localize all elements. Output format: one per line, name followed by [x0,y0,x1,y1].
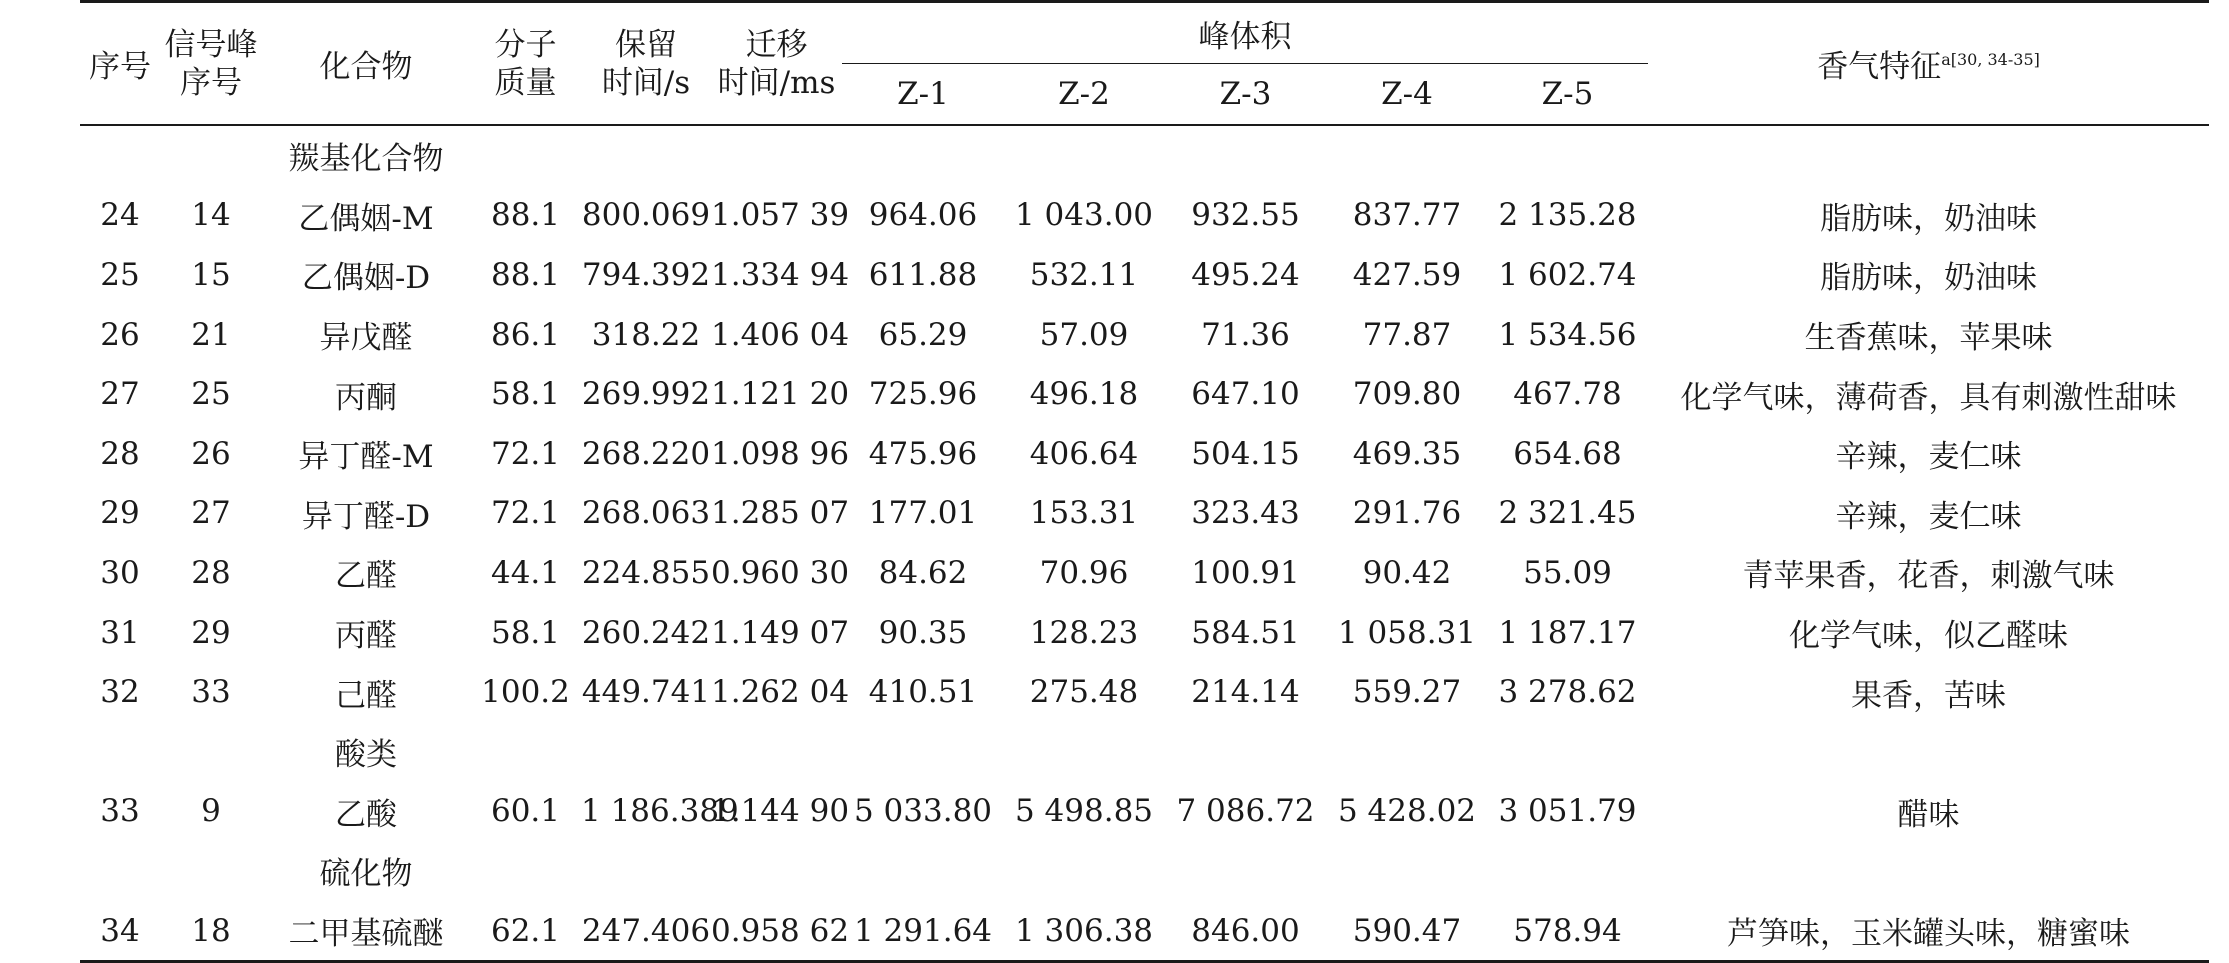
cell-z3: 932.55 [1191,197,1300,234]
empty-cell [1327,125,1487,186]
cell-z3: 323.43 [1191,495,1300,532]
header-aroma-reference: a[30, 34-35] [1941,50,2040,69]
cell-compound: 乙醛 [335,558,397,595]
cell-migration-time: 1.406 04 [711,316,850,353]
header-retention [581,2,711,126]
empty-cell [1648,125,2209,186]
cell-z5: 55.09 [1523,554,1612,591]
cell-signal-peak: 18 [160,901,262,962]
header-signal-peak-line1: 信号峰 [164,26,258,63]
empty-cell [711,125,842,186]
category-label: 酸类 [335,737,397,774]
table-row [80,662,2209,722]
table-row [80,305,2209,365]
cell-aroma: 化学气味，薄荷香，具有刺激性甜味 [1680,379,2177,416]
cell-z1: 90.35 [878,614,968,651]
cell-signal-peak: 28 [191,554,231,591]
cell-mol-mass: 60.1 [490,793,561,830]
header-retention-line1: 保留 [614,26,677,63]
cell-seq: 25 [100,256,140,293]
cell-seq: 34 [80,901,160,962]
header-aroma [1648,2,2209,126]
cell-z3: 7 086.72 [1176,793,1315,830]
empty-cell [160,722,262,782]
empty-cell [470,841,581,901]
cell-mol-mass: 86.1 [490,316,561,353]
cell-z5: 467.78 [1513,376,1622,413]
cell-z1: 725.96 [868,376,978,413]
cell-z4: 291.76 [1352,495,1462,532]
cell-z5: 654.68 [1513,435,1622,472]
cell-z1: 964.06 [868,197,978,234]
cell-aroma: 生香蕉味，苹果味 [1804,320,2053,357]
empty-cell [842,125,1004,186]
cell-compound: 乙偶姻-D [301,260,431,297]
category-row [80,125,2209,186]
cell-retention-time: 268.063 [581,495,711,532]
cell-compound: 丙醛 [335,618,397,655]
table-body [80,125,2209,962]
header-migration-line1: 迁移 [745,26,808,63]
cell-z4: 469.35 [1352,435,1462,472]
cell-compound: 乙酸 [335,796,397,833]
cell-compound: 异丁醛-D [301,498,431,535]
header-signal-peak-line2: 序号 [180,64,242,101]
cell-z4: 77.87 [1362,316,1452,353]
cell-z1: 410.51 [868,674,978,711]
cell-compound: 异戊醛 [319,320,413,357]
empty-cell [80,125,160,186]
cell-signal-peak: 25 [191,376,231,413]
empty-cell [581,125,711,186]
empty-cell [1327,841,1487,901]
cell-z5: 1 534.56 [1498,316,1637,353]
cell-signal-peak: 15 [191,256,231,293]
cell-z5: 2 135.28 [1498,197,1637,234]
cell-z2: 5 498.85 [1014,793,1154,830]
cell-z3: 100.91 [1191,554,1300,591]
table-row [80,484,2209,544]
cell-retention-time: 260.242 [581,614,711,651]
cell-mol-mass: 58.1 [490,376,561,413]
cell-compound: 二甲基硫醚 [262,901,470,962]
table-row [80,603,2209,663]
cell-mol-mass: 100.2 [481,674,570,711]
empty-cell [1487,722,1648,782]
cell-retention-time: 1 186.389 [581,793,739,830]
cell-retention-time: 318.22 [591,316,701,353]
header-mol-mass [470,2,581,126]
cell-z5: 2 321.45 [1498,495,1637,532]
category-row [80,722,2209,782]
empty-cell [160,125,262,186]
empty-cell [1164,125,1327,186]
cell-migration-time: 1.144 90 [711,793,850,830]
cell-z3: 504.15 [1191,435,1300,472]
cell-z2: 406.64 [1029,435,1139,472]
table-row [80,364,2209,424]
cell-compound: 丙酮 [335,379,397,416]
cell-z3: 495.24 [1191,256,1300,293]
cell-z4: 90.42 [1362,554,1452,591]
cell-mol-mass: 72.1 [490,495,561,532]
table-row [80,543,2209,603]
header-mol-mass-line2: 质量 [494,64,557,101]
cell-seq: 29 [100,495,140,532]
cell-mol-mass: 88.1 [490,256,561,293]
cell-z3: 846.00 [1164,901,1327,962]
header-sample-z4: Z-4 [1327,64,1487,126]
cell-z4: 427.59 [1352,256,1462,293]
empty-cell [470,722,581,782]
cell-z1: 84.62 [878,554,968,591]
cell-z2: 1 043.00 [1014,197,1154,234]
cell-seq: 27 [100,376,140,413]
cell-compound: 乙偶姻-M [298,200,434,237]
cell-z5: 1 602.74 [1498,256,1637,293]
cell-z5: 578.94 [1487,901,1648,962]
header-migration-line2: 时间/ms [717,64,836,101]
cell-aroma: 芦笋味，玉米罐头味，糖蜜味 [1648,901,2209,962]
cell-migration-time: 1.098 96 [711,435,850,472]
table-row [80,245,2209,305]
empty-cell [1487,125,1648,186]
cell-z2: 532.11 [1029,256,1139,293]
cell-seq: 33 [100,793,140,830]
header-sample-z2: Z-2 [1004,64,1164,126]
cell-signal-peak: 33 [191,674,231,711]
cell-mol-mass: 62.1 [470,901,581,962]
cell-signal-peak: 27 [191,495,231,532]
cell-mol-mass: 58.1 [490,614,561,651]
cell-z3: 71.36 [1201,316,1290,353]
empty-cell [1648,722,2209,782]
cell-aroma: 脂肪味，奶油味 [1820,260,2038,297]
empty-cell [581,722,711,782]
empty-cell [1487,841,1648,901]
cell-z1: 475.96 [868,435,978,472]
header-aroma-text: 香气特征 [1817,49,1942,85]
cell-seq: 32 [100,674,140,711]
cell-mol-mass: 72.1 [490,435,561,472]
cell-z5: 3 051.79 [1498,793,1637,830]
cell-z4: 837.77 [1352,197,1462,234]
cell-z1: 65.29 [878,316,968,353]
cell-aroma: 醋味 [1897,796,1960,833]
empty-cell [160,841,262,901]
header-sample-z3: Z-3 [1164,64,1327,126]
cell-z2: 153.31 [1029,495,1139,532]
cell-aroma: 辛辣，麦仁味 [1835,439,2022,476]
table-header [80,2,2209,126]
cell-z2: 1 306.38 [1004,901,1164,962]
cell-z3: 214.14 [1191,674,1300,711]
cell-z4: 590.47 [1327,901,1487,962]
empty-cell [1327,722,1487,782]
cell-z3: 584.51 [1191,614,1300,651]
empty-cell [842,841,1004,901]
cell-z2: 128.23 [1029,614,1139,651]
empty-cell [1004,722,1164,782]
cell-seq: 24 [100,197,140,234]
cell-z1: 611.88 [868,256,978,293]
cell-signal-peak: 9 [201,793,221,830]
table-row [80,186,2209,246]
cell-migration-time: 1.334 94 [711,256,850,293]
empty-cell [1648,841,2209,901]
header-seq: 序号 [80,2,160,126]
cell-signal-peak: 14 [191,197,231,234]
empty-cell [1164,841,1327,901]
cell-z4: 5 428.02 [1337,793,1477,830]
cell-migration-time: 1.262 04 [711,674,850,711]
table-row [80,901,2209,962]
cell-z2: 70.96 [1039,554,1129,591]
header-mol-mass-line1: 分子 [494,26,557,63]
empty-cell [80,722,160,782]
cell-retention-time: 247.406 [581,901,711,962]
cell-aroma: 脂肪味，奶油味 [1820,200,2038,237]
cell-z3: 647.10 [1191,376,1300,413]
empty-cell [581,841,711,901]
cell-z2: 275.48 [1029,674,1139,711]
cell-retention-time: 268.220 [581,435,711,472]
header-signal-peak-seq [160,2,262,126]
cell-migration-time: 0.958 62 [711,901,842,962]
cell-compound: 己醛 [335,677,397,714]
cell-seq: 28 [100,435,140,472]
table-row [80,424,2209,484]
cell-retention-time: 794.392 [581,256,711,293]
header-peak-volume: 峰体积 [842,2,1648,64]
cell-retention-time: 449.741 [581,674,711,711]
cell-z1: 1 291.64 [842,901,1004,962]
cell-signal-peak: 29 [191,614,231,651]
cell-z5: 1 187.17 [1498,614,1637,651]
cell-z2: 496.18 [1029,376,1139,413]
cell-z1: 5 033.80 [853,793,993,830]
cell-retention-time: 224.855 [581,554,711,591]
cell-aroma: 果香，苦味 [1851,677,2007,714]
header-migration [711,2,842,126]
empty-cell [1004,841,1164,901]
cell-migration-time: 1.149 07 [711,614,850,651]
cell-migration-time: 1.121 20 [711,376,850,413]
header-sample-z1: Z-1 [842,64,1004,126]
cell-retention-time: 800.069 [581,197,711,234]
cell-migration-time: 0.960 30 [711,554,850,591]
cell-z4: 559.27 [1352,674,1462,711]
cell-mol-mass: 88.1 [490,197,561,234]
empty-cell [1004,125,1164,186]
empty-cell [80,841,160,901]
empty-cell [1164,722,1327,782]
empty-cell [842,722,1004,782]
cell-z1: 177.01 [868,495,978,532]
cell-z4: 1 058.31 [1337,614,1477,651]
empty-cell [711,841,842,901]
cell-mol-mass: 44.1 [490,554,561,591]
header-retention-line2: 时间/s [601,64,691,101]
cell-signal-peak: 26 [191,435,231,472]
cell-z2: 57.09 [1039,316,1129,353]
category-row [80,841,2209,901]
cell-aroma: 青苹果香，花香，刺激气味 [1742,558,2115,595]
cell-migration-time: 1.285 07 [711,495,850,532]
empty-cell [711,722,842,782]
table-row [80,782,2209,842]
cell-signal-peak: 21 [191,316,231,353]
category-label: 羰基化合物 [288,141,444,178]
cell-seq: 31 [100,614,140,651]
compound-table [80,0,2209,963]
header-sample-z5: Z-5 [1487,64,1648,126]
header-compound: 化合物 [262,2,470,126]
cell-seq: 26 [100,316,140,353]
cell-seq: 30 [100,554,140,591]
cell-retention-time: 269.992 [581,376,711,413]
cell-migration-time: 1.057 39 [711,197,850,234]
empty-cell [470,125,581,186]
category-label: 硫化物 [319,856,413,893]
cell-aroma: 化学气味，似乙醛味 [1789,618,2069,655]
cell-z4: 709.80 [1352,376,1462,413]
cell-compound: 异丁醛-M [298,439,434,476]
cell-aroma: 辛辣，麦仁味 [1835,498,2022,535]
cell-z5: 3 278.62 [1498,674,1637,711]
